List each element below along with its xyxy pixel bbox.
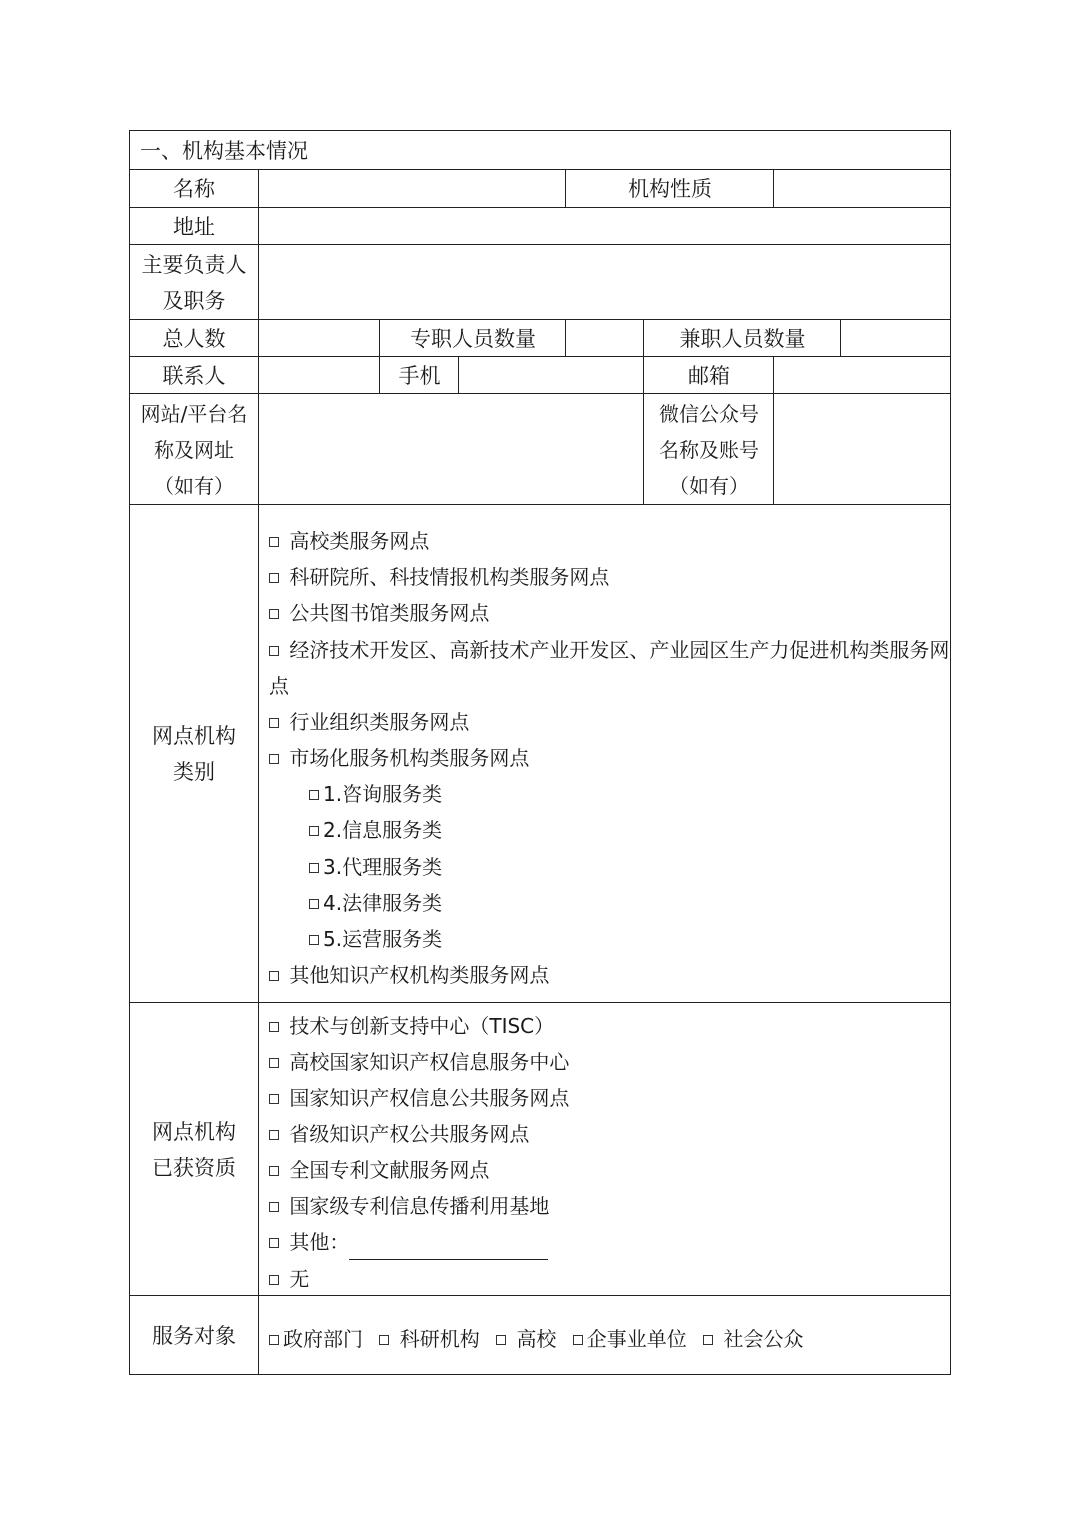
wechat-field[interactable] <box>775 395 950 504</box>
address-field[interactable] <box>260 209 950 244</box>
qualification-label-line1: 网点机构 <box>152 1119 236 1144</box>
checkbox-icon[interactable] <box>379 1335 389 1345</box>
checkbox-icon[interactable] <box>269 537 279 547</box>
checkbox-icon[interactable] <box>269 1202 279 1212</box>
address-label: 地址 <box>173 214 215 239</box>
service-target-options <box>269 1297 949 1374</box>
head-label <box>130 246 258 319</box>
website-label-line2: 称及网址 <box>154 437 234 462</box>
category-option-5[interactable]: 行业组织类服务网点 <box>269 704 469 740</box>
qualification-option-6[interactable]: 国家级专利信息传播利用基地 <box>269 1188 549 1224</box>
other-qualification-input[interactable] <box>349 1237 548 1260</box>
checkbox-icon[interactable] <box>309 863 319 873</box>
section-title: 一、机构基本情况 <box>140 139 308 163</box>
checkbox-icon[interactable] <box>269 646 279 656</box>
checkbox-icon[interactable] <box>269 718 279 728</box>
wechat-label-line2: 名称及账号 <box>659 437 759 462</box>
category-suboption-5[interactable]: 5.运营服务类 <box>309 921 442 957</box>
category-option-4[interactable]: 经济技术开发区、高新技术产业开发区、产业园区生产力促进机构类服务网 <box>269 632 949 668</box>
qualification-option-4[interactable]: 省级知识产权公共服务网点 <box>269 1116 529 1152</box>
checkbox-icon[interactable] <box>269 1022 279 1032</box>
category-suboption-2[interactable]: 2.信息服务类 <box>309 812 442 848</box>
category-label-line2: 类别 <box>173 760 215 784</box>
category-options <box>269 506 949 1002</box>
qualification-option-8[interactable]: 无 <box>269 1261 309 1297</box>
category-suboption-3[interactable]: 3.代理服务类 <box>309 849 442 885</box>
checkbox-icon[interactable] <box>269 573 279 583</box>
website-label-line3: （如有） <box>154 473 234 498</box>
parttime-staff-field[interactable] <box>842 321 950 356</box>
website-label <box>130 395 258 504</box>
contact-label: 联系人 <box>162 363 226 388</box>
name-field[interactable] <box>260 171 565 207</box>
category-option-1[interactable]: 高校类服务网点 <box>269 523 429 559</box>
service-target-1[interactable]: 政府部门 <box>269 1321 363 1357</box>
qualification-option-1[interactable]: 技术与创新支持中心（TISC） <box>269 1008 554 1044</box>
name-label: 名称 <box>173 177 215 201</box>
qualification-option-3[interactable]: 国家知识产权信息公共服务网点 <box>269 1080 569 1116</box>
checkbox-icon[interactable] <box>496 1335 506 1345</box>
head-label-line2: 及职务 <box>162 288 226 313</box>
qualification-option-5[interactable]: 全国专利文献服务网点 <box>269 1152 489 1188</box>
qualification-option-7[interactable]: 其他： <box>269 1224 548 1260</box>
category-option-2[interactable]: 科研院所、科技情报机构类服务网点 <box>269 559 609 595</box>
checkbox-icon[interactable] <box>269 1335 279 1345</box>
total-staff-label: 总人数 <box>162 326 226 351</box>
wechat-label-line1: 微信公众号 <box>659 401 759 426</box>
parttime-staff-label: 兼职人员数量 <box>679 326 806 351</box>
email-label: 邮箱 <box>688 363 730 388</box>
nature-field[interactable] <box>775 171 950 207</box>
checkbox-icon[interactable] <box>269 1166 279 1176</box>
institution-info-form <box>129 130 951 1375</box>
email-field[interactable] <box>775 358 950 393</box>
checkbox-icon[interactable] <box>269 609 279 619</box>
head-field[interactable] <box>260 246 950 319</box>
service-target-4[interactable]: 企事业单位 <box>573 1321 687 1357</box>
checkbox-icon[interactable] <box>269 1275 279 1285</box>
checkbox-icon[interactable] <box>309 790 319 800</box>
category-option-3[interactable]: 公共图书馆类服务网点 <box>269 595 489 631</box>
checkbox-icon[interactable] <box>269 1238 279 1248</box>
checkbox-icon[interactable] <box>309 899 319 909</box>
mobile-field[interactable] <box>460 358 643 393</box>
wechat-label-line3: （如有） <box>669 473 749 498</box>
checkbox-icon[interactable] <box>269 1130 279 1140</box>
checkbox-icon[interactable] <box>269 1094 279 1104</box>
contact-field[interactable] <box>260 358 379 393</box>
website-field[interactable] <box>260 395 643 504</box>
category-label-line1: 网点机构 <box>152 724 236 748</box>
service-target-2[interactable]: 科研机构 <box>379 1321 479 1357</box>
wechat-label <box>645 395 773 504</box>
service-target-3[interactable]: 高校 <box>496 1321 556 1357</box>
checkbox-icon[interactable] <box>269 754 279 764</box>
qualification-options <box>269 1004 949 1295</box>
total-staff-field[interactable] <box>260 321 379 356</box>
checkbox-icon[interactable] <box>309 826 319 836</box>
category-label <box>130 506 258 1002</box>
mobile-label: 手机 <box>398 363 441 388</box>
service-target-5[interactable]: 社会公众 <box>703 1321 803 1357</box>
nature-label: 机构性质 <box>628 177 712 201</box>
category-option-4-wrap: 点 <box>269 674 289 698</box>
website-label-line1: 网站/平台名 <box>140 401 248 426</box>
category-suboption-4[interactable]: 4.法律服务类 <box>309 885 442 921</box>
qualification-option-2[interactable]: 高校国家知识产权信息服务中心 <box>269 1044 569 1080</box>
fulltime-staff-field[interactable] <box>567 321 643 356</box>
category-option-6[interactable]: 市场化服务机构类服务网点 <box>269 740 529 776</box>
checkbox-icon[interactable] <box>309 935 319 945</box>
head-label-line1: 主要负责人 <box>141 252 247 277</box>
fulltime-staff-label: 专职人员数量 <box>410 326 536 351</box>
service-targets-label: 服务对象 <box>152 1323 236 1348</box>
checkbox-icon[interactable] <box>573 1335 583 1345</box>
category-suboption-1[interactable]: 1.咨询服务类 <box>309 776 442 812</box>
checkbox-icon[interactable] <box>703 1335 713 1345</box>
checkbox-icon[interactable] <box>269 1058 279 1068</box>
qualification-label <box>130 1004 258 1295</box>
qualification-label-line2: 已获资质 <box>152 1155 236 1180</box>
checkbox-icon[interactable] <box>269 971 279 981</box>
category-option-7[interactable]: 其他知识产权机构类服务网点 <box>269 957 549 993</box>
